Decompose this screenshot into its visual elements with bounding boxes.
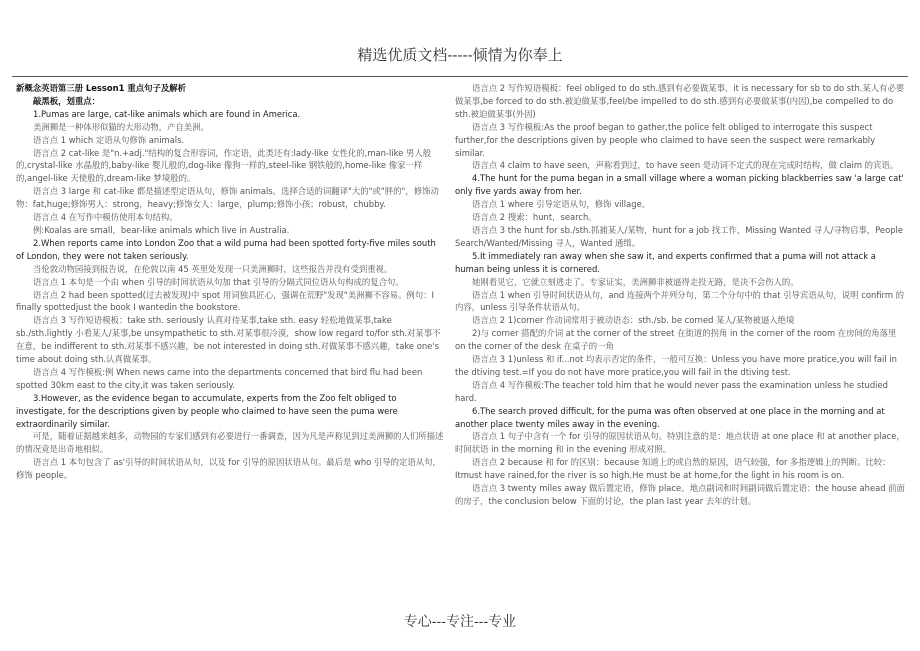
paragraph: 语言点 3 写作短语模板：take sth. seriously 认真对待某事,take sth. easy 轻松地做某事,take sb./sth.lightly 小看某人/某事,be unsympathetic to sth.对某事很冷漠，show low regard to/for sth.对某事不在意，be indifferent to sth.对某事不感兴趣，be not interested in doing sth.对做某事不感兴趣，take one's time about doing sth.认真做某事。 bbox=[16, 315, 441, 365]
paragraph: 语言点 2 1)corner 作动词常用于被动语态：sth./sb. be corned 某人/某物被逼入绝境 bbox=[472, 315, 795, 326]
paragraph: 美洲狮是一种体形似猫的大形动物，产自美洲。 bbox=[33, 121, 209, 132]
paragraph: 2.When reports came into London Zoo that a wild puma had been spotted forty-five miles south of London, they were not taken seriously. bbox=[16, 237, 436, 261]
paragraph: 语言点 2 cat-like 是"n.+adj."结构的复合形容词，作定语，此类还有:lady-like 女性化的,man-like 男人般的,crystal-like 水晶般的,baby-like 婴儿般的,dog-like 像狗一样的,steel-like 钢铁般的,home-like 像家一样的,angel-like 天使般的,dream-like 梦境般的。 bbox=[16, 147, 432, 184]
paragraph: 语言点 2 搜索：hunt，search。 bbox=[472, 212, 597, 223]
paragraph: 语言点 2 写作短语模板：feel obliged to do sth.感到有必要做某事，it is necessary for sb to do sth.某人有必要做某事,be forced to do sth.被迫做某事,feel/be impelled to do sth.感到有必要做某事(内因),be compelled to do sth.被迫做某事(外因) bbox=[455, 83, 905, 119]
page-header: 精选优质文档-----倾情为你奉上 bbox=[357, 46, 563, 64]
paragraph: 3.However, as the evidence began to accumulate, experts from the Zoo felt obliged to investigate, for the descriptions given by people who claimed to have seen the puma were extraordinarily similar. bbox=[16, 392, 398, 429]
paragraph: 可是，随着证据越来越多，动物园的专家们感到有必要进行一番调查，因为凡是声称见到过美洲狮的人们所描述的情况竟是出奇地相似。 bbox=[16, 431, 444, 455]
paragraph: 语言点 1 本句是一个由 when 引导的时间状语从句加 that 引导的分隔式同位语从句构成的复合句。 bbox=[33, 276, 404, 287]
left-column bbox=[16, 82, 446, 482]
paragraph: 敲黑板，划重点： bbox=[33, 95, 100, 106]
paragraph: 新概念英语第三册 Lesson1 重点句子及解析 bbox=[16, 83, 186, 93]
paragraph: 语言点 1 which 定语从句修饰 animals. bbox=[33, 134, 185, 145]
paragraph: 语言点 3 large 和 cat-like 都是描述型定语从句，修饰 animals。选择合适的词翻译"大的"或"胖的"，修饰动物：fat,huge;修饰男人：strong，heavy;修饰女人：large，plump;修饰小孩；robust，chubby. bbox=[16, 186, 439, 210]
paragraph: 语言点 3 1)unless 和 if...not 均表示否定的条件，一般可互换：Unless you have more pratice,you will fail in the dtiving test.=If you do not have more pratice,you will fail in the dtiving test. bbox=[455, 354, 897, 377]
header-divider bbox=[12, 76, 908, 77]
paragraph: 语言点 1 when 引导时间状语从句，and 连接两个并列分句，第二个分句中的 that 引导宾语从句，说明 confirm 的内容，unless 引导条件状语从句。 bbox=[455, 289, 905, 313]
paragraph: 语言点 2 had been spotted(过去被发现)中 spot 用词独具匠心，强调在荒野"发现"美洲狮不容易。例句：I finally spottedjust the book I wantedin the bookstore. bbox=[16, 289, 434, 313]
paragraph: 2)与 corner 搭配的介词 at the corner of the street 在街道的拐角 in the corner of the room 在房间的角落里 on the corner of the desk 在桌子的一角 bbox=[455, 328, 897, 352]
right-column bbox=[455, 82, 907, 508]
paragraph: 5.It immediately ran away when she saw it, and experts confirmed that a puma will not attack a human being unless it is cornered. bbox=[455, 250, 876, 274]
paragraph: 当伦敦动物园接到报告说，在伦敦以南 45 英里处发现一只美洲狮时，这些报告并没有受到重视。 bbox=[33, 263, 393, 274]
paragraph: 语言点 3 写作模板:As the proof began to gather,the police felt obliged to interrogate this suspect further,for the descriptions given by people who claimed to have seen the suspect were remarkably similar. bbox=[455, 121, 876, 158]
paragraph: 语言点 3 the hunt for sb./sth.抓捕某人/某物，hunt for a job 找工作，Missing Wanted 寻人/寻物启事，People Search/Wanted/Missing 寻人，Wanted 通缉。 bbox=[455, 224, 903, 248]
page-footer: 专心---专注---专业 bbox=[403, 614, 517, 630]
paragraph: 例:Koalas are small，bear-like animals which live in Australia. bbox=[33, 224, 290, 235]
paragraph: 语言点 1 where 引导定语从句，修饰 village。 bbox=[472, 199, 651, 210]
paragraph: 语言点 1 本句包含了 as'引导的时间状语从句，以及 for 引导的原因状语从句。最后是 who 引导的定语从句，修饰 people。 bbox=[16, 457, 441, 481]
paragraph: 她刚看见它，它就立刻逃走了。专家证实，美洲狮非被逼得走投无路，是决不会伤人的。 bbox=[472, 276, 799, 287]
paragraph: 6.The search proved difficult, for the puma was often observed at one place in the morning and at another place twenty miles away in the evening. bbox=[455, 405, 885, 429]
paragraph: 语言点 4 claim to have seen，声称看到过，to have seen 是动词不定式的现在完成时结构，做 claim 的宾语。 bbox=[472, 160, 899, 171]
paragraph: 语言点 4 写作模板:The teacher told him that he would never pass the examination unless he studied hard. bbox=[455, 379, 888, 403]
paragraph: 1.Pumas are large, cat-like animals which are found in America. bbox=[33, 108, 301, 119]
paragraph: 语言点 4 写作模板:例 When news came into the departments concerned that bird flu had been spotted 30km east to the city,it was taken seriously. bbox=[16, 366, 423, 390]
paragraph: 语言点 4 在写作中模仿使用本句结构。 bbox=[33, 212, 178, 223]
paragraph: 4.The hunt for the puma began in a small village where a woman picking blackberries saw 'a large cat' only five yards away from her. bbox=[455, 173, 904, 197]
paragraph: 语言点 1 句子中含有一个 for 引导的原因状语从句。特别注意的是：地点状语 at one place 和 at another place，时间状语 in the morning 和 in the evening 形成对照。 bbox=[455, 431, 905, 455]
paragraph: 语言点 3 twenty miles away 做后置定语，修饰 place。地点副词和时间副词做后置定语：the house ahead 前面的房子，the conclusion below 下面的讨论，the plan last year 去年的计划。 bbox=[455, 483, 905, 506]
paragraph: 语言点 2 because 和 for 的区别：because 知道上的或自然的原因，语气较强，for 多指逻辑上的判断。比较：Itmust have rained,for the river is so high.He must be at home,for the light in his room is on. bbox=[455, 457, 891, 481]
